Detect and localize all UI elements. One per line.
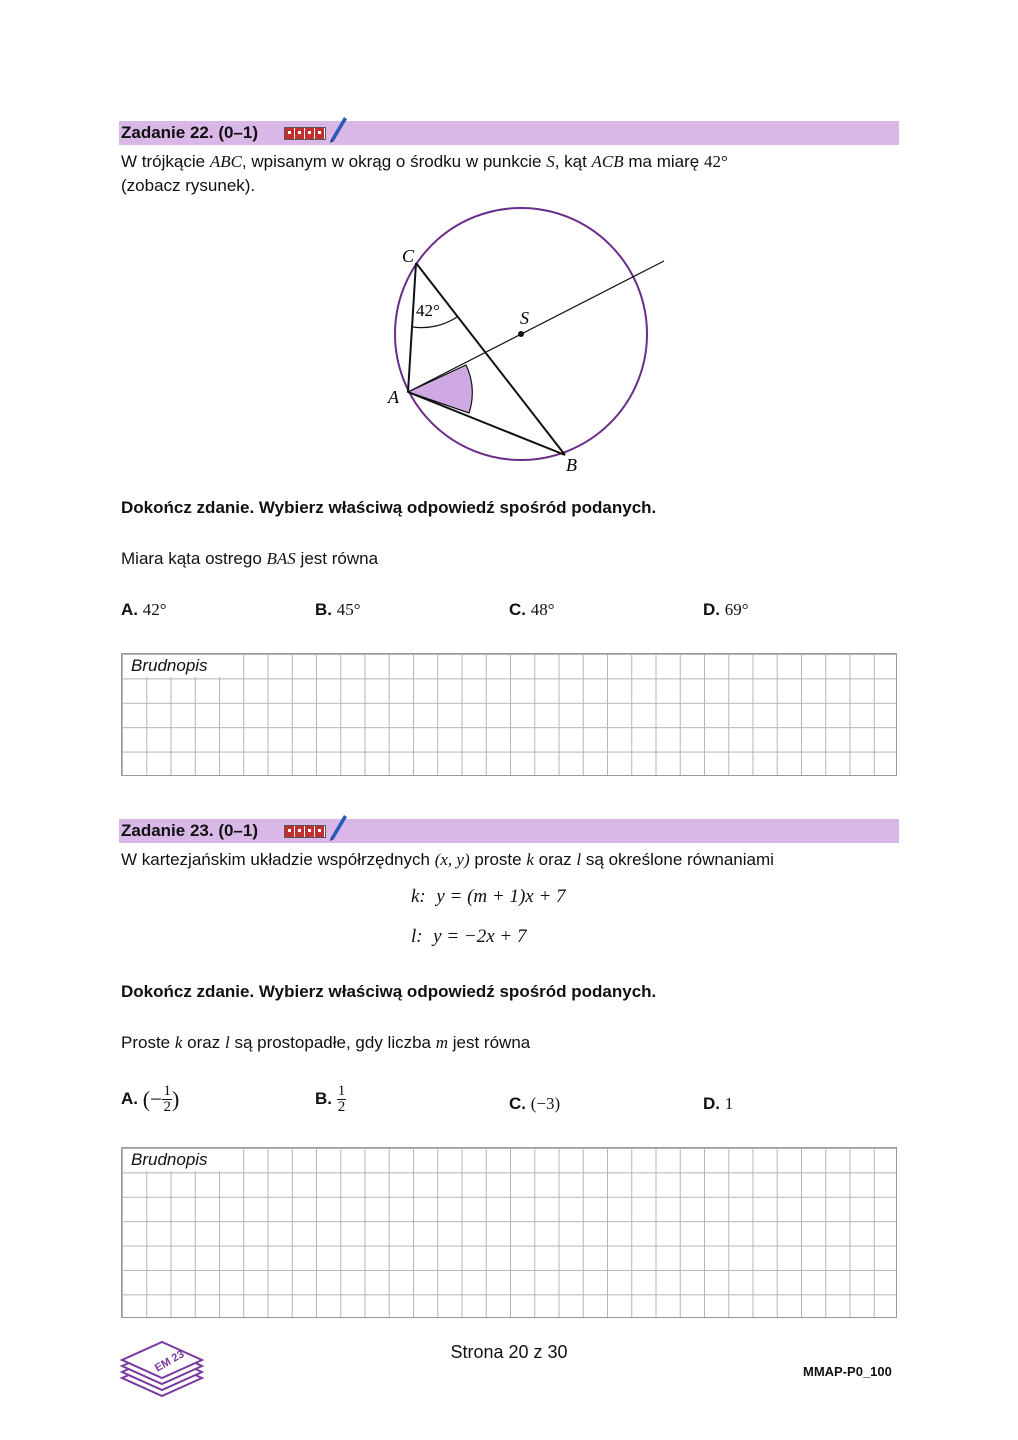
question-text: są prostopadłe, gdy liczba: [234, 1033, 431, 1052]
task22-instruction: Dokończ zdanie. Wybierz właściwą odpowiedź spośród podanych.: [121, 498, 657, 517]
center-point: [518, 331, 524, 337]
label-a: A: [388, 387, 399, 407]
page-number: Strona 20 z 30: [450, 1342, 568, 1362]
question-bas: BAS: [266, 549, 296, 568]
option-letter: C.: [509, 600, 526, 619]
task23-question: [121, 1031, 530, 1055]
task23-instruction: Dokończ zdanie. Wybierz właściwą odpowiedź spośród podanych.: [121, 982, 657, 1001]
stmt-text: proste: [474, 850, 522, 869]
task23-option-a[interactable]: [121, 1084, 179, 1115]
equation-l: [411, 926, 527, 948]
stmt-text: W kartezjańskim układzie współrzędnych: [121, 850, 430, 869]
task22-option-d[interactable]: [703, 600, 749, 620]
question-text: Proste: [121, 1033, 171, 1052]
equation-k-body: y = (m + 1)x + 7: [436, 886, 566, 907]
task22-title: Zadanie 22. (0–1): [121, 123, 259, 142]
stmt-s: S: [546, 152, 555, 171]
task23-option-b[interactable]: [315, 1084, 346, 1115]
stmt-text: oraz: [538, 850, 572, 869]
label-s: S: [520, 308, 529, 328]
task23-title: Zadanie 23. (0–1): [121, 821, 259, 840]
task23-option-d[interactable]: [703, 1094, 733, 1114]
draft-label: Brudnopis: [124, 655, 232, 677]
pen-icon: [328, 113, 348, 143]
line-as: [408, 261, 664, 392]
label-b: B: [566, 455, 577, 475]
task22-statement: [121, 150, 901, 198]
option-fraction: [162, 1084, 172, 1115]
equation-k: [411, 886, 566, 908]
task23-draft-grid[interactable]: [121, 1147, 897, 1318]
option-letter: D.: [703, 600, 720, 619]
task22-header: [119, 121, 899, 145]
question-text: jest równa: [452, 1033, 531, 1052]
question-text: jest równa: [300, 549, 379, 568]
task22-question: [121, 547, 378, 571]
angle-label: 42°: [416, 301, 440, 320]
question-l: l: [224, 1033, 230, 1052]
option-letter: A.: [121, 600, 138, 619]
label-c: C: [402, 246, 415, 266]
fraction-denominator: 2: [337, 1099, 346, 1115]
option-value: 69°: [724, 600, 749, 619]
stmt-text: są określone równaniami: [585, 850, 774, 869]
task22-flags-icon: [284, 127, 326, 140]
task22-draft-grid[interactable]: [121, 653, 897, 776]
stmt-text: , wpisanym w okrąg o środku w punkcie: [241, 152, 542, 171]
equation-k-name: k:: [411, 886, 426, 907]
option-value: (−3): [530, 1094, 561, 1113]
option-value: 48°: [530, 600, 555, 619]
option-fraction: [337, 1084, 347, 1115]
question-text: Miara kąta ostrego: [121, 549, 262, 568]
question-text: oraz: [187, 1033, 221, 1052]
stmt-acb: ACB: [591, 152, 624, 171]
stmt-k: k: [526, 850, 534, 869]
option-letter: A.: [121, 1088, 138, 1108]
stmt-abc: ABC: [209, 152, 242, 171]
equation-l-body: y = −2x + 7: [433, 926, 527, 947]
stmt-xy: (x, y): [434, 850, 470, 869]
fraction-numerator: 1: [337, 1083, 346, 1099]
stmt-line2: (zobacz rysunek).: [121, 176, 256, 195]
option-letter: B.: [315, 1088, 332, 1108]
option-value: 42°: [142, 600, 167, 619]
question-m: m: [435, 1033, 449, 1052]
stmt-text: ma miarę: [628, 152, 700, 171]
fraction-numerator: 1: [163, 1083, 171, 1099]
fraction-denominator: 2: [163, 1099, 171, 1115]
option-paren-open: (−: [142, 1086, 163, 1112]
stmt-l: l: [576, 850, 582, 869]
task23-statement: [121, 848, 911, 872]
equation-l-name: l:: [411, 926, 423, 947]
logo-text: EM 23: [152, 1348, 187, 1375]
option-value: 45°: [336, 600, 361, 619]
pen-icon: [328, 811, 348, 841]
stmt-text: , kąt: [554, 152, 587, 171]
task22-option-a[interactable]: [121, 600, 167, 620]
task22-option-b[interactable]: [315, 600, 361, 620]
task23-header: [119, 819, 899, 843]
option-value: 1: [724, 1094, 734, 1113]
option-letter: B.: [315, 600, 332, 619]
option-letter: D.: [703, 1094, 720, 1113]
draft-label: Brudnopis: [124, 1149, 232, 1171]
stmt-deg: 42°: [703, 152, 728, 171]
option-paren-close: ): [171, 1086, 180, 1112]
side-cb: [416, 263, 565, 455]
task23-flags-icon: [284, 825, 326, 838]
task23-option-c[interactable]: [509, 1094, 560, 1114]
triangle-circle-figure: [380, 200, 680, 480]
stmt-text: W trójkącie: [121, 152, 206, 171]
question-k: k: [174, 1033, 183, 1052]
task22-option-c[interactable]: [509, 600, 555, 620]
option-letter: C.: [509, 1094, 526, 1113]
exam-code: MMAP-P0_100: [803, 1364, 892, 1379]
